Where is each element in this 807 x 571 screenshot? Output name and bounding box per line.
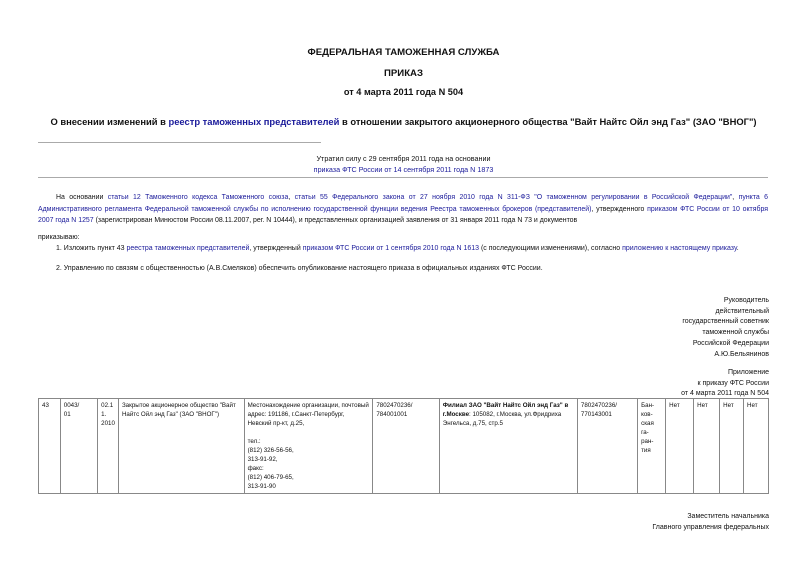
preamble-link-regulation[interactable]: пункта 6 Административного регламента Федеральной таможенной службы по исполнению государственной функции ведения Реестра таможенных брокеров (представителей) bbox=[38, 194, 768, 213]
title-part-2: в отношении закрытого акционерного общества "Вайт Найтс Ойл энд Газ" (ЗАО "ВНОГ") bbox=[339, 116, 757, 127]
cell-no-1: Нет bbox=[666, 399, 694, 494]
appendix-header bbox=[569, 368, 769, 400]
invalidation-link[interactable]: приказа ФТС России от 14 сентября 2011 года N 1873 bbox=[313, 165, 494, 174]
cell-branch-inn-kpp: 7802470236/ 770143001 bbox=[577, 399, 637, 494]
cell-no-4: Нет bbox=[743, 399, 768, 494]
branch-name: Филиал ЗАО "Вайт Найтс Ойл энд Газ" в г.Москве bbox=[442, 402, 569, 418]
preamble-text: На основании bbox=[56, 194, 108, 201]
deputy-line: Главного управления федеральных bbox=[652, 523, 769, 531]
cell-branch bbox=[439, 399, 577, 494]
document-type: ПРИКАЗ bbox=[384, 68, 423, 79]
deputy-signature bbox=[569, 512, 769, 533]
appendix-line: к приказу ФТС России bbox=[697, 379, 769, 387]
signature-line: Российской Федерации bbox=[692, 339, 769, 347]
item1-text: . bbox=[736, 245, 739, 252]
preamble-text: , утвержденного bbox=[591, 205, 648, 213]
phones-text: тел.: (812) 326-56-56, 313-91-92, факс: (812) 406-79-65, 313-91-90 bbox=[247, 438, 294, 490]
order-item-1 bbox=[56, 245, 776, 252]
title-register-link[interactable]: реестр таможенных представителей bbox=[168, 116, 340, 127]
cell-no-2: Нет bbox=[694, 399, 720, 494]
cell-number: 43 bbox=[39, 399, 61, 494]
item1-text: 1. Изложить пункт 43 bbox=[56, 245, 127, 252]
title-part-1: О внесении изменений в bbox=[50, 116, 169, 127]
item1-text: (с последующими изменениями), согласно bbox=[479, 245, 623, 252]
invalidation-note bbox=[0, 153, 807, 175]
signature-line: Руководитель bbox=[723, 297, 769, 304]
appendix-line: Приложение bbox=[727, 369, 769, 376]
signature-name: А.Ю.Бельянинов bbox=[714, 350, 769, 358]
signature-line: государственный советник bbox=[682, 318, 769, 326]
appendix-line: от 4 марта 2011 года N 504 bbox=[681, 390, 769, 398]
signature-line: действительный bbox=[715, 307, 769, 315]
preamble-text: (зарегистрирован Минюстом России 08.11.2007, рег. N 10444), и представленных организацией заявления от 31 января 2011 года N 73 и документов bbox=[93, 217, 578, 224]
item1-link-appendix[interactable]: приложению к настоящему приказу bbox=[622, 245, 737, 252]
item1-link-order-1613[interactable]: приказом ФТС России от 1 сентября 2010 года N 1613 bbox=[302, 245, 480, 252]
branch-address: : 105082, г.Москва, ул.Фридриха Энгельса, д.75, стр.5 bbox=[442, 411, 562, 427]
cell-guarantee: Бан- ков- ская га- ран- тия bbox=[638, 399, 666, 494]
preamble-link-customs-code[interactable]: статьи 12 Таможенного кодекса Таможенного союза bbox=[107, 194, 289, 201]
address-text: Местонахождение организации, почтовый адрес: 191186, г.Санкт-Петербург, Невский пр-кт, д.25, bbox=[247, 402, 369, 427]
cell-inn-kpp: 7802470236/ 784001001 bbox=[373, 399, 439, 494]
document-date-number: от 4 марта 2011 года N 504 bbox=[343, 87, 464, 97]
signature-line: таможенной службы bbox=[702, 329, 769, 337]
signature-block bbox=[569, 296, 769, 360]
register-table bbox=[38, 398, 769, 494]
cell-no-3: Нет bbox=[720, 399, 744, 494]
item1-link-register[interactable]: реестра таможенных представителей bbox=[126, 245, 250, 252]
table-row bbox=[39, 399, 769, 494]
preamble-link-order-1257[interactable]: приказом ФТС России от 10 октября 2007 года N 1257 bbox=[38, 205, 768, 224]
invalidation-text: Утратил силу с 29 сентября 2011 года на основании bbox=[316, 154, 491, 163]
item1-text: , утвержденный bbox=[249, 245, 303, 252]
cell-date: 02.11. 2010 bbox=[98, 399, 119, 494]
cell-reg-no: 0043/ 01 bbox=[60, 399, 97, 494]
cell-org-name: Закрытое акционерное общество "Вайт Найтс Ойл энд Газ" (ЗАО "ВНОГ") bbox=[118, 399, 244, 494]
preamble-text: , bbox=[732, 194, 739, 201]
order-item-2: 2. Управлению по связям с общественностью (А.В.Смеляков) обеспечить опубликование настоящего приказа в официальных изданиях ФТС России. bbox=[56, 265, 543, 272]
cell-address bbox=[244, 399, 373, 494]
preamble-paragraph bbox=[38, 192, 768, 227]
preamble-text: , bbox=[288, 194, 295, 201]
separator-long bbox=[38, 177, 768, 178]
order-word: приказываю: bbox=[38, 234, 80, 241]
separator-short bbox=[38, 142, 321, 143]
agency-name: ФЕДЕРАЛЬНАЯ ТАМОЖЕННАЯ СЛУЖБА bbox=[307, 47, 500, 58]
preamble-link-federal-law[interactable]: статьи 55 Федерального закона от 27 ноября 2010 года N 311-ФЗ "О таможенном регулировании в Российской Федерации" bbox=[294, 194, 733, 201]
deputy-line: Заместитель начальника bbox=[687, 513, 769, 520]
document-title bbox=[0, 116, 807, 127]
